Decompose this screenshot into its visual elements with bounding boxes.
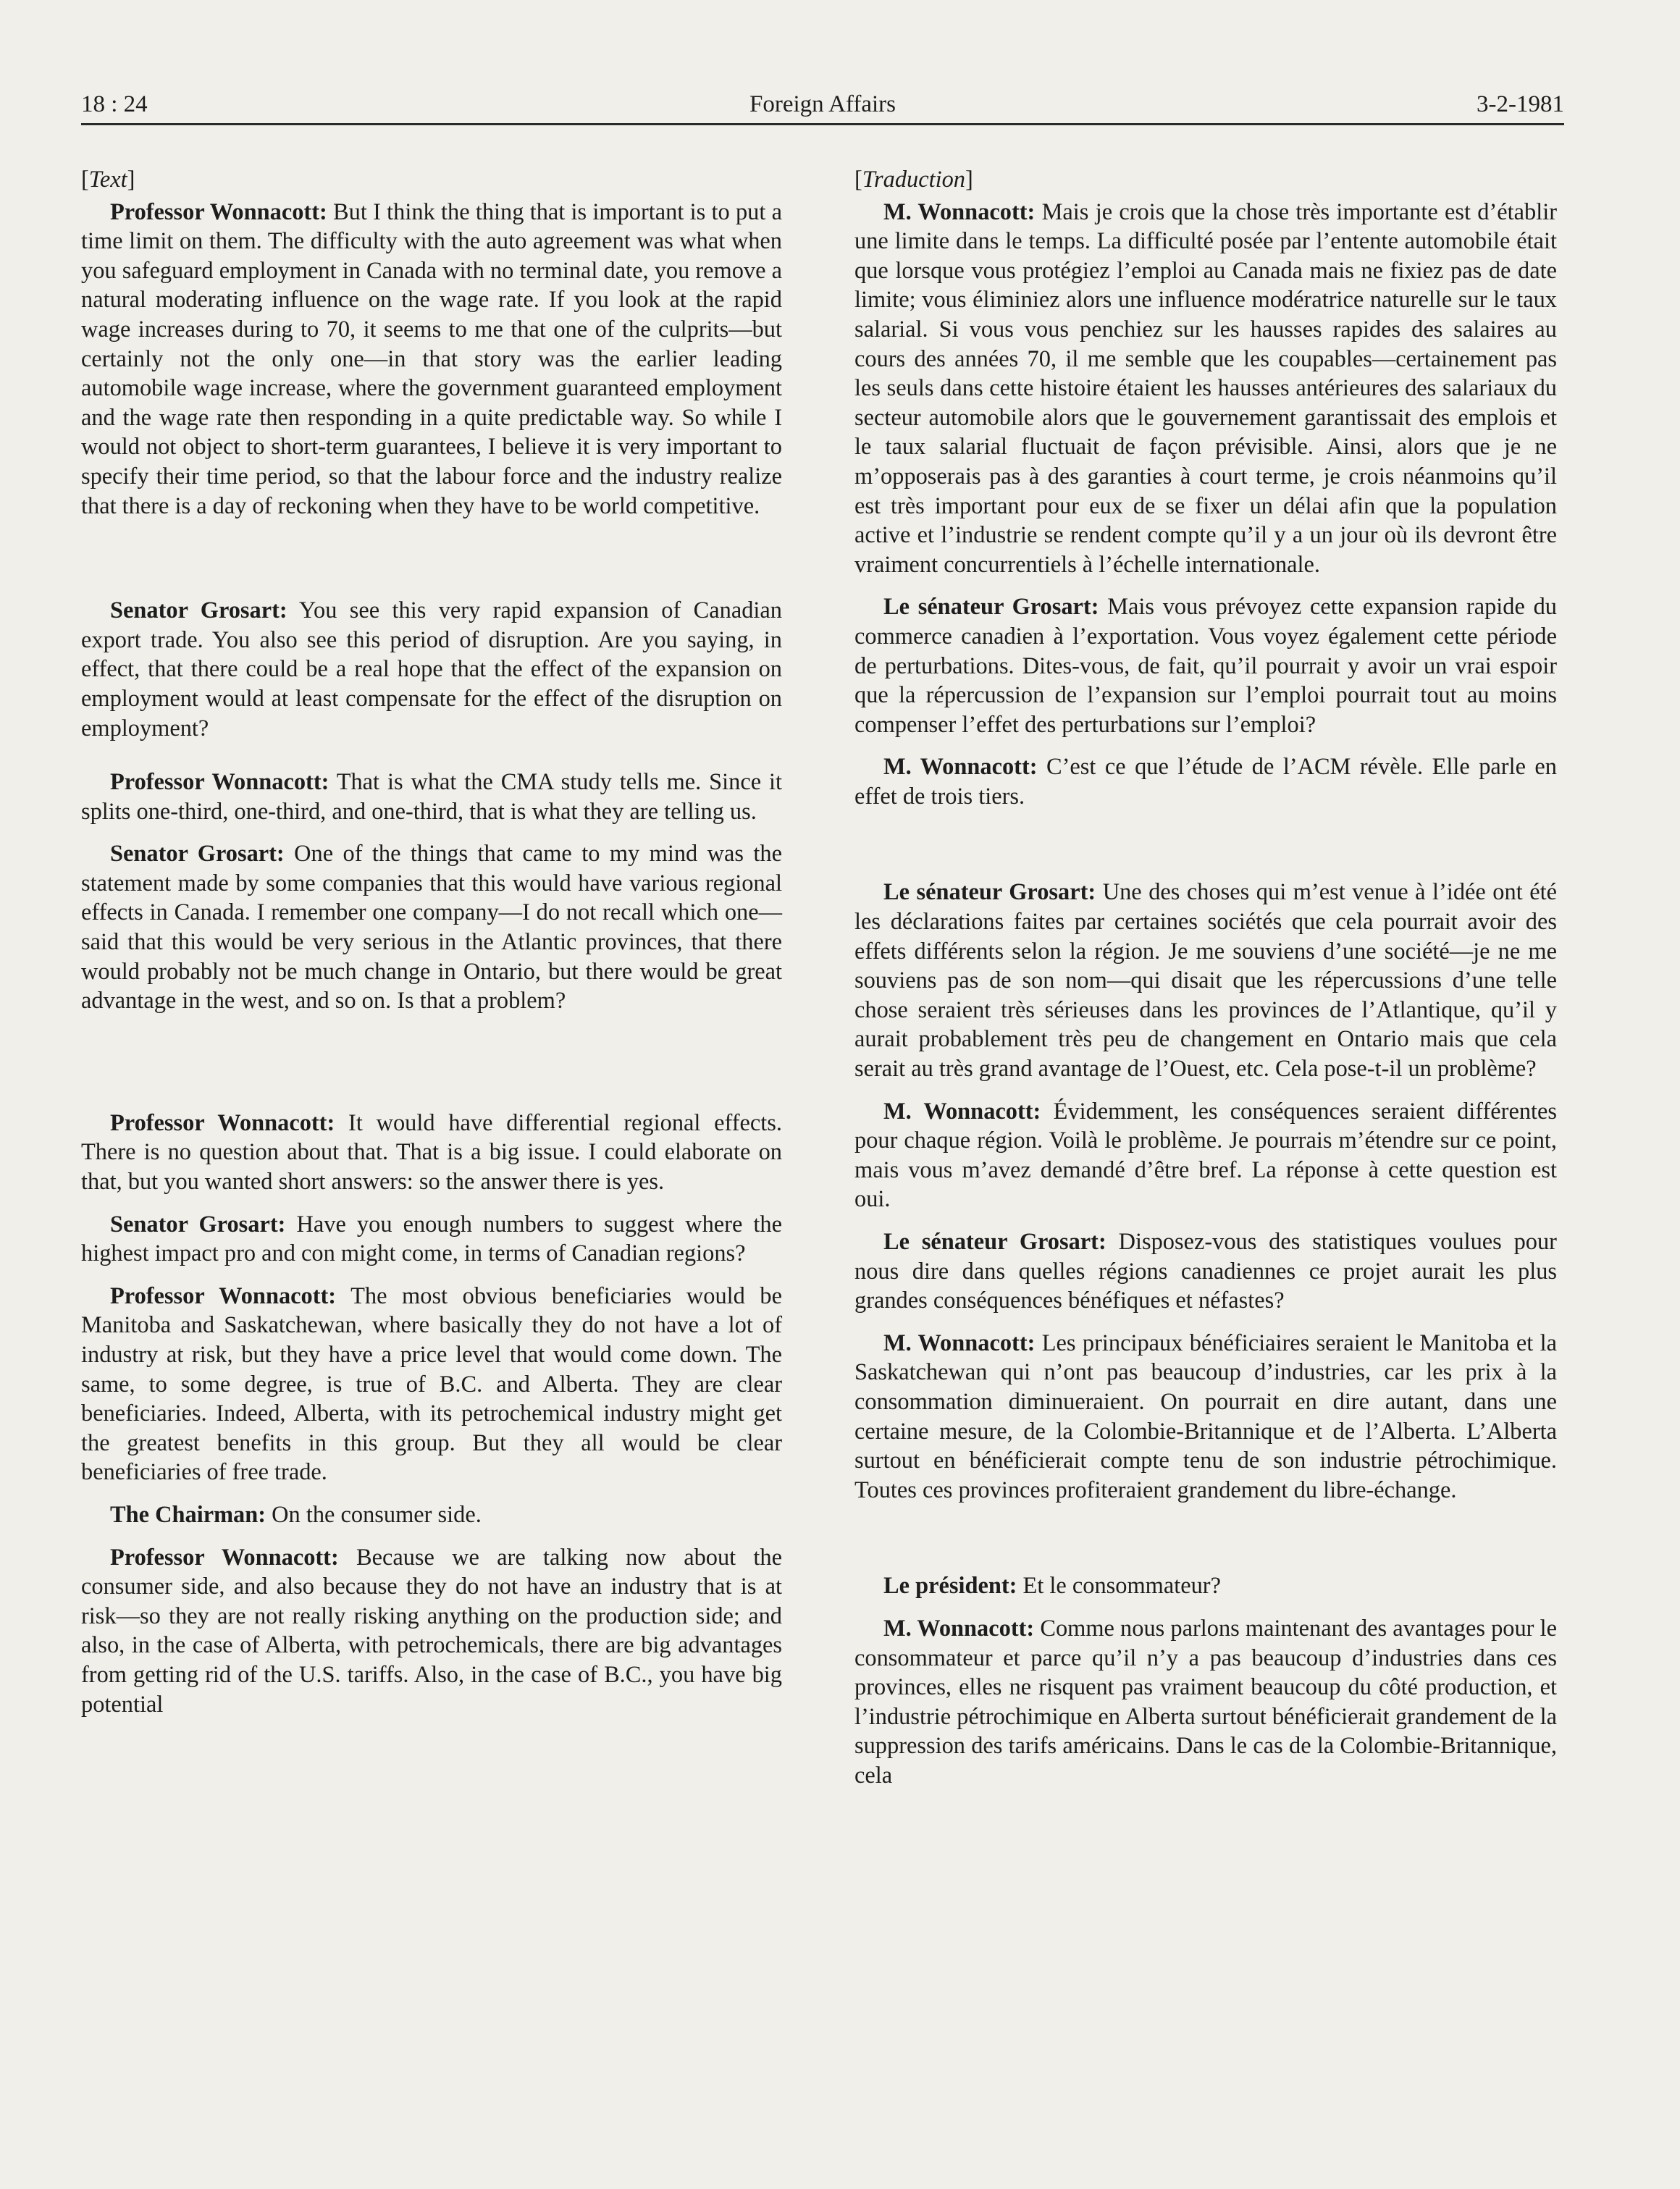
paragraph xyxy=(854,198,1557,580)
speaker-name: M. Wonnacott: xyxy=(883,1098,1041,1125)
speech-text: Les principaux bénéficiaires seraient le Manitoba et la Saskatchewan qui n’ont pas beaucoup d’industries, car les prix à la consommation diminueraient. On pourrait en dire autant, dans une certaine mesure, de la Colombie-Britannique et de l’Alberta. L’Alberta surtout en bénéficierait compte tenu de son industrie pétrochimique. Toutes ces provinces profiteraient grandement du libre-échange. xyxy=(854,1329,1557,1503)
page-number: 18 : 24 xyxy=(81,91,148,117)
speech-text: It would have differential regional effects. There is no question about that. That is a big issue. I could elaborate on that, but you wanted short answers: so the answer there is yes. xyxy=(81,1109,782,1196)
paragraph xyxy=(81,1282,782,1487)
speech-text: On the consumer side. xyxy=(272,1501,482,1528)
paragraph xyxy=(854,1614,1557,1791)
speech-text: You see this very rapid expansion of Canadian export trade. You also see this period of disruption. Are you saying, in effect, that there could be a real hope that the effect of the expansion on employment would at least compensate for the effect of the disruption on employment? xyxy=(81,597,782,741)
speaker-name: Professor Wonnacott: xyxy=(110,1282,337,1309)
paragraph xyxy=(854,1227,1557,1316)
speech-text: Disposez-vous des statistiques voulues pour nous dire dans quelles régions canadiennes ce projet aurait les plus grandes conséquences bénéfiques et néfastes? xyxy=(854,1229,1557,1314)
paragraph xyxy=(854,1329,1557,1505)
speech-text: Une des choses qui m’est venue à l’idée ont été les déclarations faites par certaines sociétés que cela pourrait avoir des effets différents selon la région. Je me souviens d’une société—je ne me souviens pas de son nom—qui disait que les répercussions d’une telle chose seraient très sérieuses dans les provinces de l’Atlantique, qu’il y aurait probablement très peu de changement en Ontario mais que cela serait au très grand avantage de l’Ouest, etc. Cela pose-t-il un problème? xyxy=(854,879,1557,1083)
paragraph xyxy=(81,198,782,521)
speaker-name: Professor Wonnacott: xyxy=(110,198,327,225)
paragraph xyxy=(81,1109,782,1197)
speaker-name: Professor Wonnacott: xyxy=(110,1544,339,1571)
speaker-name: Professor Wonnacott: xyxy=(110,1109,335,1136)
paragraph xyxy=(81,1210,782,1269)
speech-text: Mais vous prévoyez cette expansion rapide du commerce canadien à l’exportation. Vous voyez également cette période de perturbations. Dites-vous, de fait, qu’il pourrait y avoir un vrai espoir que la répercussion de l’expansion sur l’emploi pourrait tout au moins compenser l’effet des perturbations sur l’emploi? xyxy=(854,594,1557,738)
speech-text: But I think the thing that is important is to put a time limit on them. The difficulty with the auto agreement was what when you safeguard employment in Canada with no terminal date, you remove a natural moderating influence on the wage rate. If you look at the rapid wage increases during to 70, it seems to me that one of the culprits—but certainly not the only one—in that story was the earlier leading automobile wage increase, where the government guaranteed employment and the wage rate then responding in a quite predictable way. So while I would not object to short-term guarantees, I believe it is very important to specify their time period, so that the labour force and the industry realize that there is a day of reckoning when they have to be world competitive. xyxy=(81,198,782,519)
speaker-name: M. Wonnacott: xyxy=(883,754,1038,781)
speech-text: One of the things that came to my mind was the statement made by some companies that this would have various regional effects in Canada. I remember one company—I do not recall which one—said that this would be very serious in the Atlantic provinces, that there would probably not be much change in Ontario, but there would be great advantage in the west, and so on. Is that a problem? xyxy=(81,841,782,1014)
speaker-name: Le sénateur Grosart: xyxy=(883,1229,1106,1255)
speech-text: Mais je crois que la chose très importante est d’établir une limite dans le temps. La difficulté posée par l’entente automobile était que lorsque vous protégiez l’emploi au Canada mais ne fixiez pas de date limite; vous éliminiez alors une influence modératrice naturelle sur le taux salarial. Si vous vous penchiez sur les hausses rapides des salaires au cours des années 70, il me semble que les coupables—certainement pas les seuls dans cette histoire étaient les hausses antérieures des salariaux du secteur automobile alors que le gouvernement garantissait des emplois et le taux salarial fluctuait de façon prévisible. Ainsi, alors que je ne m’opposerais pas à des garanties à court terme, je crois néanmoins qu’il est très important pour eux de se fixer un délai afin que la population active et l’industrie se rendent compte qu’il y a un jour où ils devront être vraiment concurrentiels à l’échelle internationale. xyxy=(854,198,1557,578)
speaker-name: Senator Grosart: xyxy=(110,1211,286,1238)
paragraph xyxy=(854,1571,1557,1601)
speech-text: Because we are talking now about the consumer side, and also because they do not have an industry that is at risk—so they are not really risking anything on the production side; and also, in the case of Alberta, with petrochemicals, there are big advantages from getting rid of the U.S. tariffs. Also, in the case of B.C., you have big potential xyxy=(81,1544,782,1718)
speaker-name: Senator Grosart: xyxy=(110,597,287,624)
paragraph xyxy=(854,592,1557,739)
speaker-name: Le président: xyxy=(883,1573,1017,1600)
paragraph xyxy=(81,596,782,743)
issue-date: 3-2-1981 xyxy=(1477,91,1564,117)
french-column xyxy=(854,165,1557,1791)
paragraph xyxy=(854,878,1557,1083)
paragraph xyxy=(81,839,782,1016)
speaker-name: Professor Wonnacott: xyxy=(110,769,329,796)
speaker-name: M. Wonnacott: xyxy=(883,1329,1036,1356)
page-header xyxy=(81,90,1564,125)
paragraph xyxy=(81,1543,782,1720)
speaker-name: M. Wonnacott: xyxy=(883,1615,1035,1642)
paragraph xyxy=(854,752,1557,811)
speech-text: Et le consommateur? xyxy=(1022,1573,1221,1600)
speaker-name: The Chairman: xyxy=(110,1501,266,1528)
speaker-name: Le sénateur Grosart: xyxy=(883,879,1096,906)
speech-text: Comme nous parlons maintenant des avantages pour le consommateur et parce qu’il n’y a pas beaucoup d’industries dans ces provinces, elles ne risquent pas vraiment beaucoup du côté production, et l’industrie pétrochimique en Alberta surtout bénéficierait grandement de la suppression des tarifs américains. Dans le cas de la Colombie-Britannique, cela xyxy=(854,1615,1557,1789)
speech-text: The most obvious beneficiaries would be Manitoba and Saskatchewan, where basically they do not have a lot of industry at risk, but they have a price level that would come down. The same, to some degree, is true of B.C. and Alberta. They are clear beneficiaries. Indeed, Alberta, with its petrochemical industry might get the greatest benefits in this group. But they all would be clear beneficiaries of free trade. xyxy=(81,1282,782,1486)
section-label-text: [Text] xyxy=(81,167,135,193)
english-column xyxy=(81,165,782,1719)
paragraph xyxy=(854,1097,1557,1214)
speech-text: Have you enough numbers to suggest where the highest impact pro and con might come, in terms of Canadian regions? xyxy=(81,1211,783,1267)
speech-text: That is what the CMA study tells me. Since it splits one-third, one-third, and one-third, that is what they are telling us. xyxy=(81,769,782,825)
publication-title: Foreign Affairs xyxy=(749,91,896,117)
paragraph xyxy=(81,1500,782,1530)
speaker-name: Le sénateur Grosart: xyxy=(883,594,1099,621)
speech-text: C’est ce que l’étude de l’ACM révèle. Elle parle en effet de trois tiers. xyxy=(854,754,1557,810)
paragraph xyxy=(81,768,782,826)
speech-text: Évidemment, les conséquences seraient différentes pour chaque région. Voilà le problème. Je pourrais m’étendre sur ce point, mais vous m’avez demandé d’être bref. La réponse à cette question est oui. xyxy=(854,1098,1557,1213)
speaker-name: M. Wonnacott: xyxy=(883,198,1036,225)
speaker-name: Senator Grosart: xyxy=(110,841,285,867)
section-label-traduction: [Traduction] xyxy=(854,167,973,193)
